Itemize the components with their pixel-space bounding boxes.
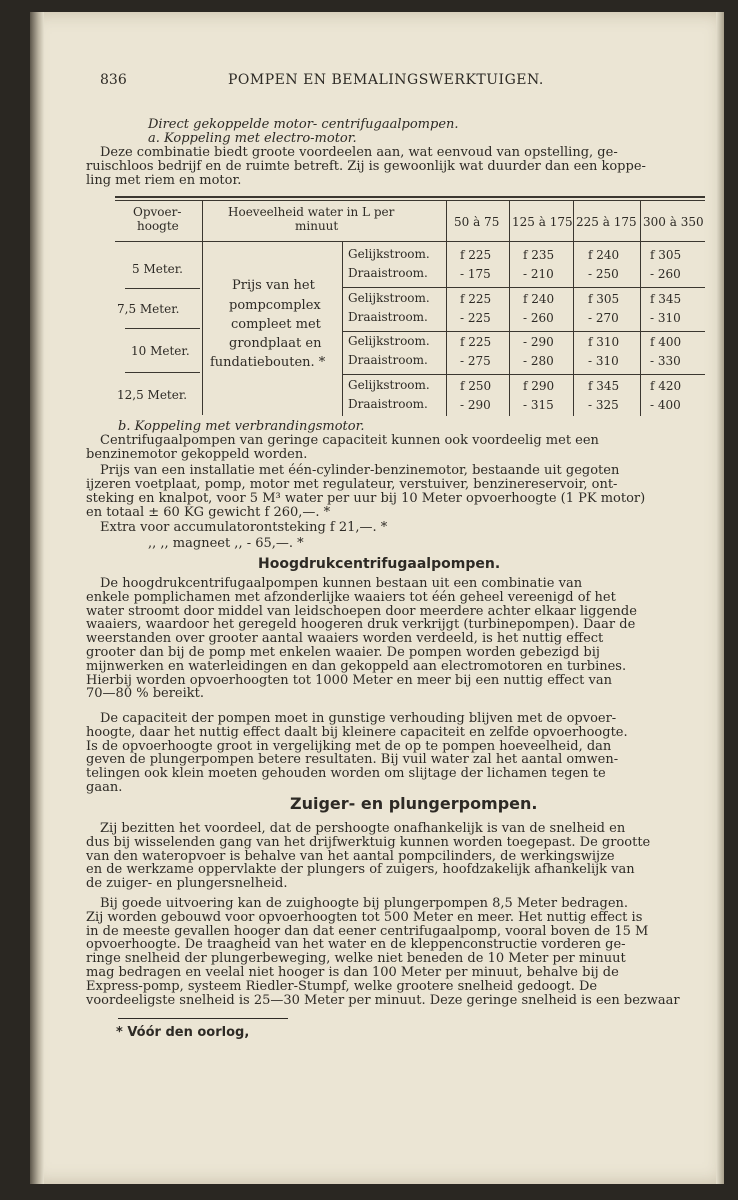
prijs-label: compleet met: [231, 317, 321, 332]
prijs-label: Prijs van het: [232, 278, 315, 293]
price-cell: - 280: [523, 354, 554, 368]
price-cell: f 235: [523, 248, 555, 262]
height-rule: [125, 288, 200, 289]
zuiger-p1-line: dus bij wisselenden gang van het drijfwerktuig kunnen worden toegepast. De grootte: [86, 834, 651, 850]
intro-p1-line: Deze combinatie biedt groote voordeelen aan, wat eenvoud van opstelling, ge-: [100, 145, 618, 160]
price-cell: - 275: [460, 354, 491, 368]
current-type-label: Gelijkstroom.: [348, 247, 430, 261]
intro-p1-line: ling met riem en motor.: [86, 173, 242, 188]
price-cell: f 290: [523, 379, 555, 393]
col-header-opvoer: Opvoer-: [133, 205, 182, 219]
zuiger-p2-line: voordeeligste snelheid is 25—30 Meter per minuut. Deze geringe snelheid is een bezwaar: [86, 992, 680, 1008]
price-cell: - 330: [650, 354, 681, 368]
hoogdruk-p2-line: geven de plungerpompen betere resultaten. Bij vuil water zal het aantal omwen-: [86, 752, 619, 768]
section-b-p2-line: en totaal ± 60 KG gewicht f 260,—. *: [86, 505, 331, 520]
page-spine: [30, 12, 44, 1184]
price-cell: - 290: [523, 335, 554, 349]
intro-sub-a: a. Koppeling met electro-motor.: [148, 131, 357, 146]
price-cell: - 290: [460, 398, 491, 412]
current-type-label: Gelijkstroom.: [348, 291, 430, 305]
col-header-range: 300 à 350: [643, 215, 704, 229]
zuiger-p2-line: ringe snelheid der plungerbeweging, welke niet beneden de 10 Meter per minuut: [86, 951, 626, 967]
col-header-range: 225 à 175: [576, 215, 637, 229]
current-type-label: Draaistroom.: [348, 353, 428, 367]
price-cell: f 420: [650, 379, 682, 393]
intro-p1-line: ruischloos bedrijf en de ruimte betreft. Zij is gewoonlijk wat duurder dan een koppe-: [86, 159, 646, 174]
price-cell: f 310: [588, 335, 620, 349]
price-cell: - 270: [588, 311, 619, 325]
col-header-hoeveel: Hoeveelheid water in L per: [228, 205, 395, 219]
row-rule: [342, 374, 705, 375]
section-b-p1-line: Centrifugaalpompen van geringe capaciteit kunnen ook voordeelig met een: [100, 433, 599, 448]
hoogdruk-p2-line: telingen ook klein moeten gehouden worden om slijtage der lichamen tegen te: [86, 766, 606, 782]
page-number: 836: [100, 72, 127, 88]
table-divider: [573, 200, 574, 416]
current-type-label: Draaistroom.: [348, 397, 428, 411]
height-label: 7,5 Meter.: [117, 302, 180, 316]
zuiger-p2-line: Zij worden gebouwd voor opvoerhoogten tot 500 Meter en meer. Het nuttig effect is: [86, 909, 643, 925]
price-cell: f 240: [523, 292, 555, 306]
price-cell: f 305: [588, 292, 620, 306]
zuiger-p1-line: en de werkzame oppervlakte der plungers of zuigers, hoofdzakelijk afhankelijk van: [86, 862, 635, 878]
table-divider: [342, 241, 343, 416]
section-b-p1-line: benzinemotor gekoppeld worden.: [86, 447, 308, 462]
height-label: 5 Meter.: [132, 262, 183, 276]
price-cell: - 260: [650, 267, 681, 281]
zuiger-p2-line: mag bedragen en veelal niet hooger is dan 100 Meter per minuut, behalve bij de: [86, 965, 619, 980]
hoogdruk-heading: Hoogdrukcentrifugaalpompen.: [258, 556, 501, 572]
height-label: 10 Meter.: [131, 344, 190, 358]
price-cell: f 305: [650, 248, 682, 262]
hoogdruk-p1-line: waaiers, waardoor het geregeld hoogeren druk verkrijgt (turbinepompen). Daar de: [86, 617, 636, 633]
table-divider: [446, 200, 447, 416]
zuiger-p1-line: de zuiger- en plungersnelheid.: [86, 876, 288, 892]
table-divider: [202, 200, 203, 415]
price-cell: f 240: [588, 248, 620, 262]
table-top-rule: [115, 196, 705, 198]
table-top-rule: [115, 200, 705, 201]
price-cell: f 345: [650, 292, 682, 306]
zuiger-p2-line: in de meeste gevallen hooger dan dat eener centrifugaalpomp, vooral boven de 15 M: [86, 923, 649, 939]
height-rule: [125, 372, 200, 373]
price-cell: - 225: [460, 311, 491, 325]
section-b-p2-line: steking en knalpot, voor 5 M³ water per uur bij 10 Meter opvoerhoogte (1 PK motor): [86, 491, 646, 506]
price-cell: f 225: [460, 292, 492, 306]
hoogdruk-p1-line: mijnwerken en waterleidingen en dan gekoppeld aan electromotoren en turbines.: [86, 658, 627, 674]
hoogdruk-p1-line: water stroomt door middel van leidschoepen door meerdere achter elkaar liggende: [86, 603, 637, 619]
price-cell: - 325: [588, 398, 619, 412]
row-rule: [342, 331, 705, 332]
intro-heading: Direct gekoppelde motor- centrifugaalpompen.: [148, 117, 459, 132]
prijs-label: fundatiebouten. *: [210, 355, 326, 370]
price-cell: - 210: [523, 267, 554, 281]
col-header-opvoer: hoogte: [137, 219, 179, 233]
hoogdruk-p1-line: enkele pomplichamen met afzonderlijke waaiers tot één geheel vereenigd of het: [86, 589, 616, 605]
current-type-label: Draaistroom.: [348, 266, 428, 280]
price-cell: f 250: [460, 379, 492, 393]
prijs-label: pompcomplex: [229, 298, 321, 313]
section-b-p2-line: Prijs van een installatie met één-cylinder-benzinemotor, bestaande uit gegoten: [100, 463, 620, 478]
footnote-rule: [118, 1018, 288, 1019]
hoogdruk-p1-line: 70—80 % bereikt.: [86, 686, 205, 702]
row-rule: [342, 287, 705, 288]
current-type-label: Draaistroom.: [348, 310, 428, 324]
section-b-extra: ,, ,, magneet ,, - 65,—. *: [148, 536, 304, 551]
price-cell: - 310: [650, 311, 681, 325]
zuiger-p2-line: opvoerhoogte. De traagheid van het water en de kleppenconstructie vorderen ge-: [86, 937, 626, 953]
table-divider: [640, 200, 641, 416]
zuiger-p2-line: Express-pomp, systeem Riedler-Stumpf, welke grootere snelheid gedoogt. De: [86, 978, 598, 994]
price-cell: f 225: [460, 335, 492, 349]
price-cell: - 310: [588, 354, 619, 368]
hoogdruk-p2-line: Is de opvoerhoogte groot in vergelijking met de op te pompen hoeveelheid, dan: [86, 738, 612, 754]
section-b-p2-line: ijzeren voetplaat, pomp, motor met regulateur, verstuiver, benzinereservoir, ont-: [86, 477, 618, 492]
zuiger-p1-line: Zij bezitten het voordeel, dat de pershoogte onafhankelijk is van de snelheid en: [100, 821, 626, 836]
page-edge: [716, 12, 724, 1184]
current-type-label: Gelijkstroom.: [348, 378, 430, 392]
col-header-hoeveel: minuut: [295, 219, 339, 233]
hoogdruk-p1-line: weerstanden over grooter aantal waaiers worden verdeeld, is het nuttig effect: [86, 631, 604, 647]
price-cell: - 175: [460, 267, 491, 281]
page-title: POMPEN EN BEMALINGSWERKTUIGEN.: [228, 72, 544, 88]
zuiger-p2-line: Bij goede uitvoering kan de zuighoogte bij plungerpompen 8,5 Meter bedragen.: [100, 896, 629, 911]
hoogdruk-p1-line: Hierbij worden opvoerhoogten tot 1000 Meter en meer bij een nuttig effect van: [86, 672, 612, 688]
price-cell: f 225: [460, 248, 492, 262]
zuiger-heading: Zuiger- en plungerpompen.: [290, 794, 538, 813]
price-cell: f 400: [650, 335, 682, 349]
table-divider: [509, 200, 510, 416]
hoogdruk-p2-line: De capaciteit der pompen moet in gunstige verhouding blijven met de opvoer-: [100, 711, 617, 726]
section-b-extra: Extra voor accumulatorontsteking f 21,—. *: [100, 520, 388, 535]
current-type-label: Gelijkstroom.: [348, 334, 430, 348]
table-header-rule: [115, 241, 705, 242]
prijs-label: grondplaat en: [229, 336, 322, 351]
hoogdruk-p2-line: gaan.: [86, 780, 123, 795]
zuiger-p1-line: van den wateropvoer is behalve van het aantal pompcilinders, de werkingswijze: [86, 848, 615, 864]
hoogdruk-p1-line: grooter dan bij de pomp met enkelen waaier. De pompen worden gebezigd bij: [86, 645, 600, 660]
price-cell: - 315: [523, 398, 554, 412]
section-b-heading: b. Koppeling met verbrandingsmotor.: [118, 419, 365, 434]
hoogdruk-p2-line: hoogte, daar het nuttig effect daalt bij kleinere capaciteit en zelfde opvoerhoogte.: [86, 724, 628, 740]
height-rule: [125, 328, 200, 329]
price-cell: - 250: [588, 267, 619, 281]
footnote: * Vóór den oorlog,: [116, 1025, 250, 1040]
col-header-range: 125 à 175: [512, 215, 573, 229]
price-cell: f 345: [588, 379, 620, 393]
price-cell: - 260: [523, 311, 554, 325]
price-cell: - 400: [650, 398, 681, 412]
hoogdruk-p1-line: De hoogdrukcentrifugaalpompen kunnen bestaan uit een combinatie van: [100, 576, 583, 591]
col-header-range: 50 à 75: [454, 215, 500, 229]
height-label: 12,5 Meter.: [117, 388, 188, 402]
